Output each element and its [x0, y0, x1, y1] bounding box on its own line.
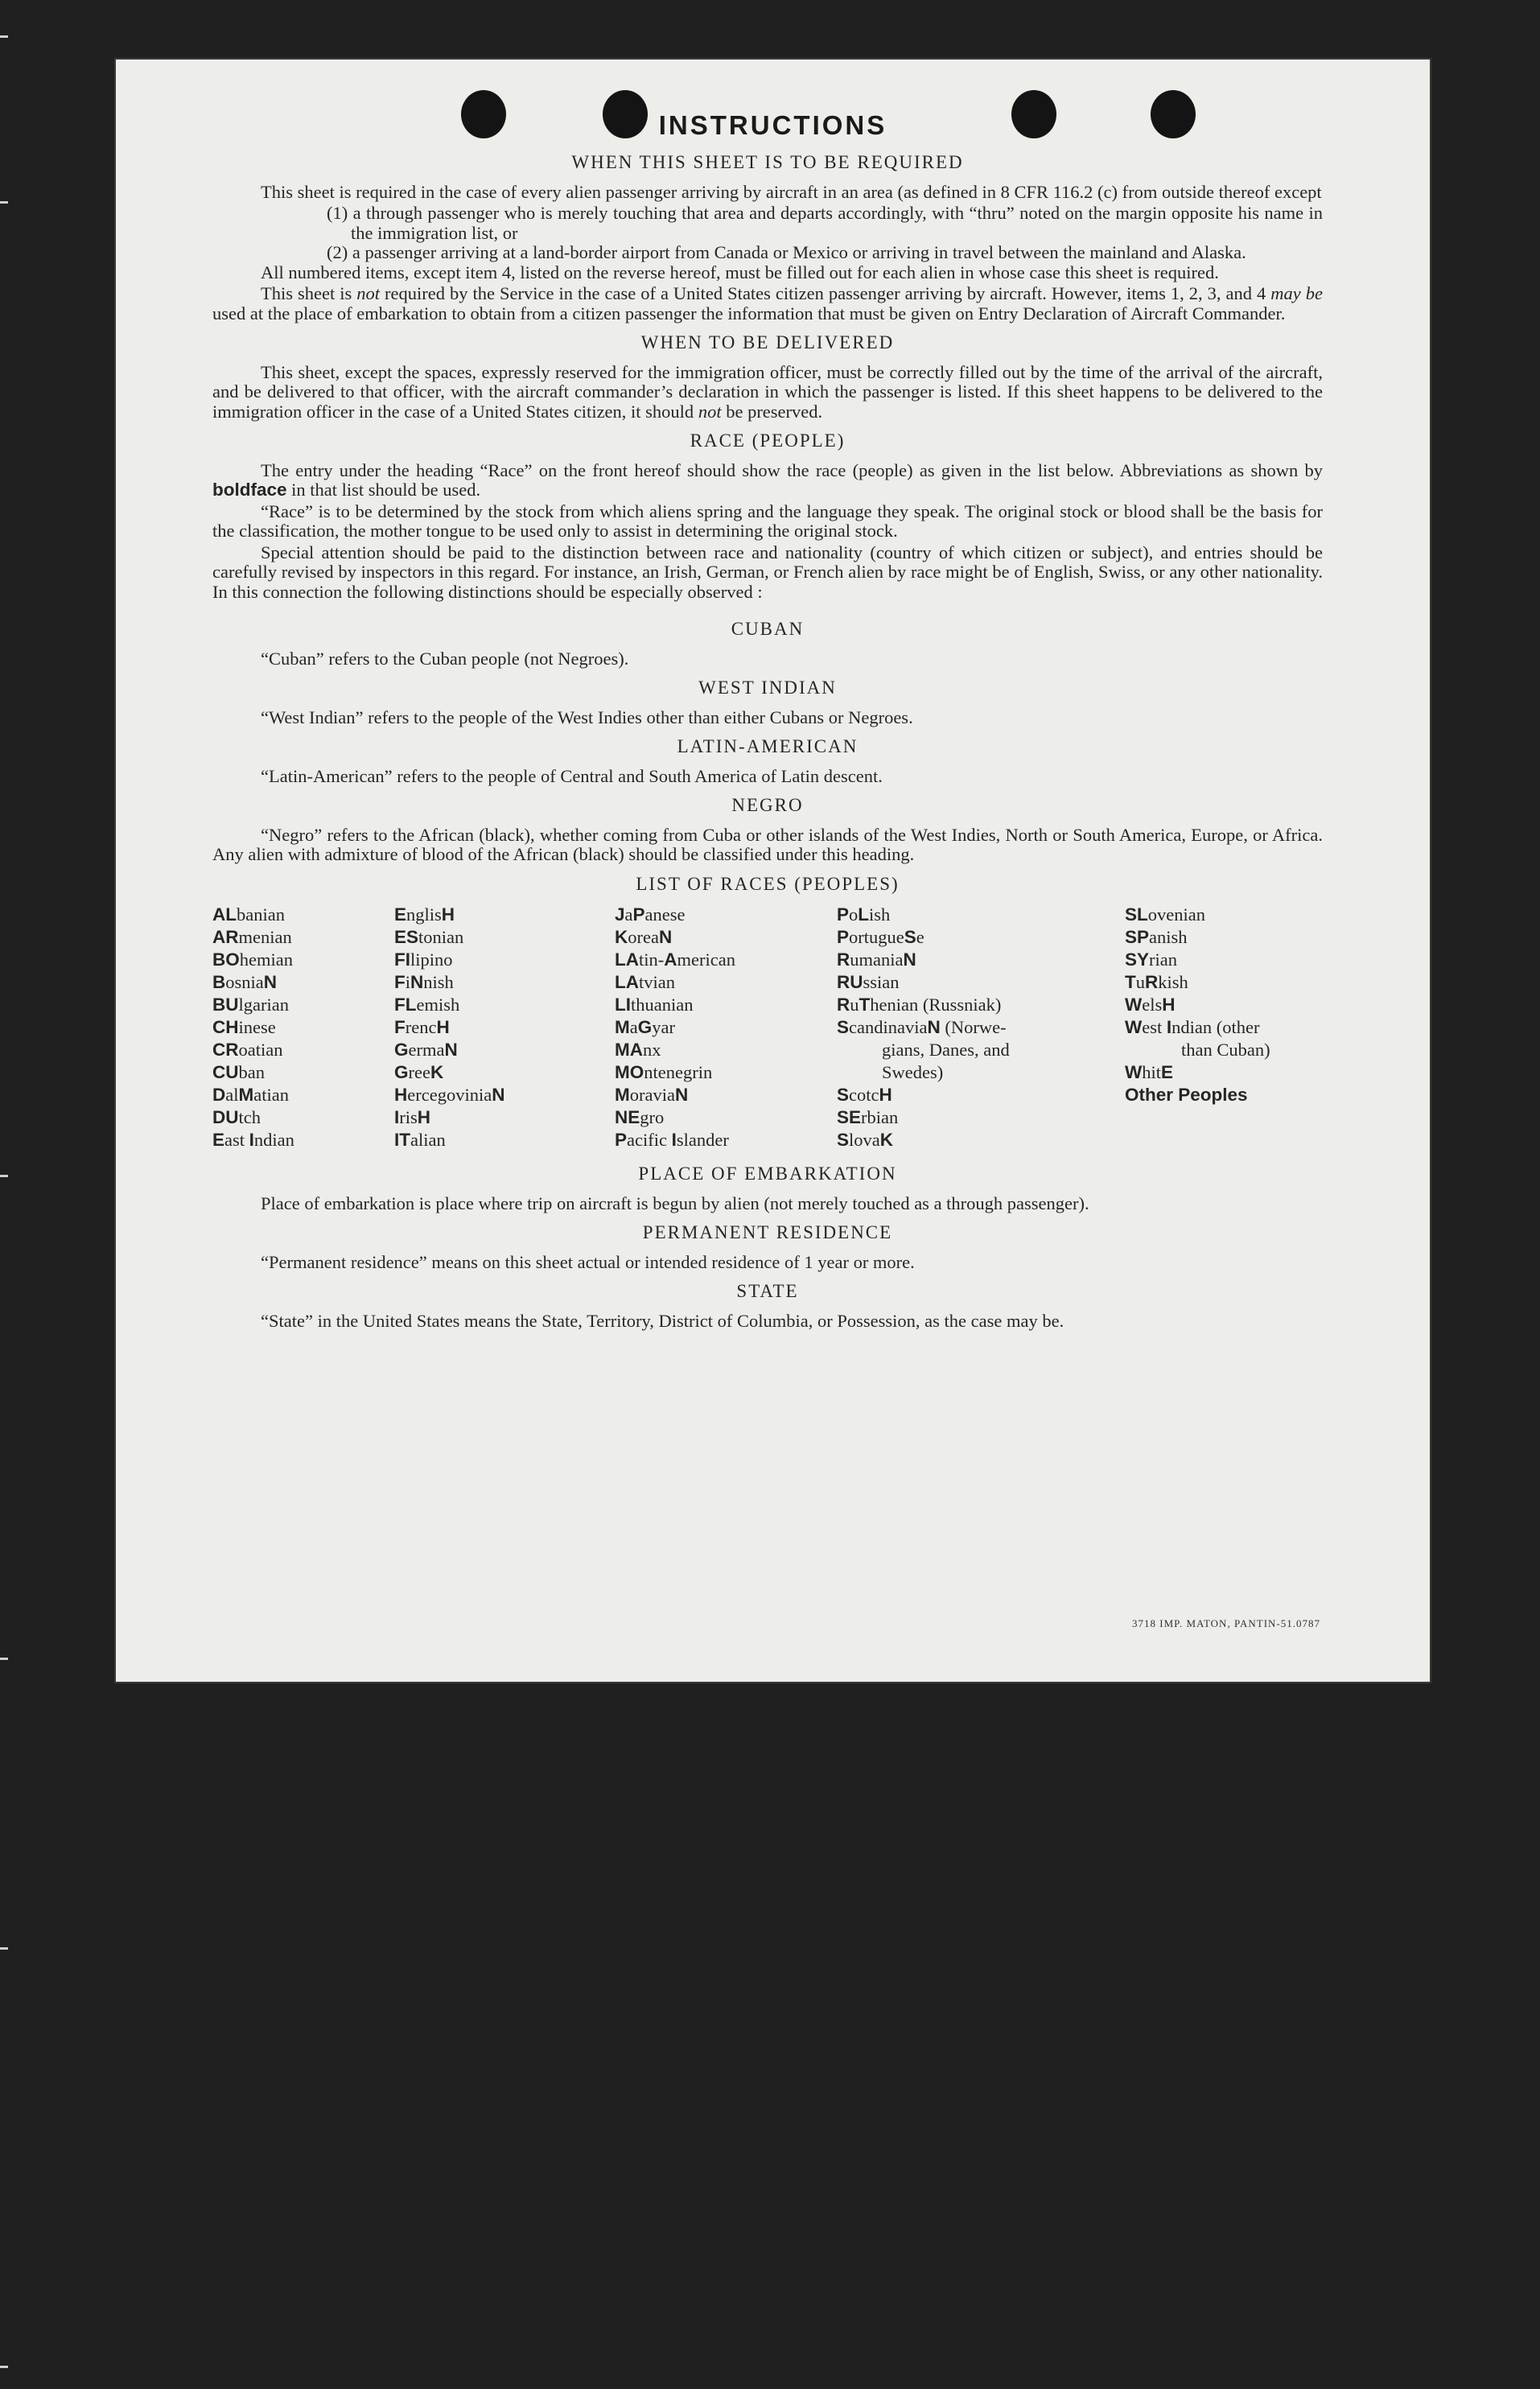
race-text: ortugue	[849, 927, 904, 947]
race-abbrev-bold: H	[441, 904, 455, 925]
race-entry	[394, 1084, 615, 1106]
definition-text: “Cuban” refers to the Cuban people (not Negroes).	[261, 648, 629, 669]
race-abbrev-bold: MO	[615, 1062, 644, 1082]
race-text: erma	[408, 1040, 445, 1060]
race-text: banian	[237, 904, 285, 925]
race-entry	[394, 949, 615, 971]
race-text: nx	[643, 1040, 661, 1060]
emphasis-text: not	[698, 401, 722, 422]
race-text: emish	[416, 995, 460, 1015]
race-text: orea	[628, 927, 659, 947]
race-text: oravia	[629, 1085, 675, 1105]
printer-imprint: 3718 IMP. MATON, PANTIN-51.0787	[1132, 1617, 1320, 1629]
film-edge-mark	[0, 1947, 8, 1950]
race-abbrev-bold: H	[436, 1017, 450, 1037]
race-entry	[837, 1061, 1125, 1084]
race-abbrev-bold: CR	[212, 1040, 239, 1060]
race-text: umania	[850, 949, 904, 970]
race-abbrev-bold: E	[1161, 1062, 1174, 1082]
race-text: anish	[1149, 927, 1188, 947]
race-entry	[615, 1061, 837, 1084]
race-abbrev-bold: T	[1125, 972, 1136, 992]
section-heading-race: RACE (PEOPLE)	[690, 430, 846, 451]
race-text: alian	[410, 1130, 446, 1150]
race-entry	[837, 1039, 1125, 1061]
race-abbrev-bold: I	[671, 1130, 677, 1150]
race-entry	[837, 949, 1125, 971]
race-text: henian (Russniak)	[870, 995, 1002, 1015]
instruction-sheet	[114, 58, 1431, 1683]
race-column	[837, 904, 1125, 1151]
race-abbrev-bold: M	[615, 1017, 630, 1037]
race-text: candinavia	[849, 1017, 928, 1037]
race-abbrev-bold: W	[1125, 995, 1143, 1015]
bold-text: boldface	[212, 480, 287, 500]
race-abbrev-bold: K	[430, 1062, 444, 1082]
text-run: in that list should be used.	[286, 480, 481, 500]
race-entry	[394, 1129, 615, 1151]
emphasis-text: may be	[1270, 283, 1323, 303]
race-text: oatian	[238, 1040, 283, 1060]
race-text: ssian	[863, 972, 900, 992]
race-abbrev-bold: RU	[837, 972, 863, 992]
race-entry	[615, 994, 837, 1016]
race-text: tvian	[639, 972, 675, 992]
section-heading-negro: NEGRO	[731, 795, 804, 815]
race-text: a	[624, 904, 633, 925]
race-entry	[615, 1106, 837, 1129]
race-abbrev-bold: H	[1162, 995, 1176, 1015]
race-text: est	[1142, 1017, 1167, 1037]
race-entry	[837, 904, 1125, 926]
race-abbrev-bold: SP	[1125, 927, 1150, 947]
race-column	[212, 904, 394, 1151]
film-edge-mark	[0, 2366, 8, 2368]
race-abbrev-bold: I	[394, 1107, 400, 1127]
race-list-table	[212, 904, 1323, 1151]
race-entry	[212, 994, 394, 1016]
race-text: menian	[238, 927, 292, 947]
race-abbrev-bold: N	[263, 972, 277, 992]
race-column	[615, 904, 837, 1151]
race-text: Swedes)	[882, 1062, 944, 1082]
paragraph	[212, 284, 1323, 323]
race-abbrev-bold: L	[858, 904, 870, 925]
race-abbrev-bold: N	[444, 1040, 458, 1060]
race-abbrev-bold: K	[879, 1130, 894, 1150]
race-entry	[394, 1106, 615, 1129]
race-text: hit	[1142, 1062, 1162, 1082]
race-text: e	[916, 927, 924, 947]
race-abbrev-bold: H	[417, 1107, 431, 1127]
race-text: ndian (other	[1171, 1017, 1260, 1037]
race-text: renc	[405, 1017, 437, 1037]
race-abbrev-bold: S	[837, 1130, 850, 1150]
section-heading-when-delivered: WHEN TO BE DELIVERED	[640, 332, 895, 352]
race-text: ast	[224, 1130, 249, 1150]
race-entry	[212, 1129, 394, 1151]
race-entry	[615, 949, 837, 971]
race-entry	[212, 1061, 394, 1084]
race-abbrev-bold: W	[1125, 1062, 1143, 1082]
text-run: be preserved.	[721, 401, 823, 422]
race-text: ndian	[253, 1130, 294, 1150]
exception-item: (2) a passenger arriving at a land-border airport from Canada or Mexico or arriving in travel between the mainland and Alaska.	[327, 242, 1246, 262]
race-text: lipino	[410, 949, 453, 970]
race-entry	[837, 994, 1125, 1016]
race-entry	[615, 971, 837, 994]
race-entry	[394, 926, 615, 949]
definition-text: “Latin-American” refers to the people of Central and South America of Latin descent.	[261, 765, 883, 786]
race-abbrev-bold: R	[837, 995, 850, 1015]
definition-text: “Permanent residence” means on this sheet actual or intended residence of 1 year or more.	[261, 1251, 915, 1272]
race-abbrev-bold: G	[394, 1062, 409, 1082]
race-abbrev-bold: IT	[394, 1130, 410, 1150]
race-abbrev-bold: CU	[212, 1062, 239, 1082]
race-entry	[615, 904, 837, 926]
race-abbrev-bold: AL	[212, 904, 237, 925]
section-heading-state: STATE	[736, 1281, 799, 1301]
race-abbrev-bold: F	[394, 972, 406, 992]
race-text: a	[629, 1017, 638, 1037]
race-text: hemian	[239, 949, 293, 970]
race-abbrev-bold: Other Peoples	[1125, 1085, 1248, 1105]
race-text: ree	[408, 1062, 430, 1082]
race-entry	[615, 1039, 837, 1061]
race-abbrev-bold: FI	[394, 949, 410, 970]
race-abbrev-bold: M	[238, 1085, 254, 1105]
race-entry	[837, 1016, 1125, 1039]
race-entry	[615, 1084, 837, 1106]
race-entry	[212, 904, 394, 926]
text-run: used at the place of embarkation to obtain from a citizen passenger the information that must be given on Entry Declaration of Aircraft Commander.	[212, 303, 1286, 323]
paragraph: “Race” is to be determined by the stock from which aliens spring and the language they speak. The original stock or blood shall be the basis for the classification, the mother tongue to be used only to assist in determining the original stock.	[212, 500, 1323, 541]
race-abbrev-bold: N	[674, 1085, 689, 1105]
race-text: yar	[652, 1017, 675, 1037]
race-abbrev-bold: P	[837, 904, 850, 925]
race-abbrev-bold: P	[615, 1130, 628, 1150]
race-text: acific	[627, 1130, 672, 1150]
race-text: atian	[253, 1085, 289, 1105]
race-text: than Cuban)	[1181, 1040, 1270, 1060]
race-text: lgarian	[238, 995, 289, 1015]
race-text: tonian	[418, 927, 464, 947]
race-abbrev-bold: N	[927, 1017, 941, 1037]
race-abbrev-bold: NE	[615, 1107, 640, 1127]
paragraph: Special attention should be paid to the distinction between race and nationality (country of which citizen or subject), and entries should be carefully revised by inspectors in this regard. For instance, an Irish, German, or French alien by race might be of English, Swiss, or any other nationality. In this connection the following distinctions should be especially observed :	[212, 542, 1323, 602]
race-abbrev-bold: LA	[615, 949, 639, 970]
race-abbrev-bold: S	[837, 1085, 850, 1105]
race-abbrev-bold: G	[637, 1017, 653, 1037]
page-title: INSTRUCTIONS	[658, 110, 887, 140]
race-abbrev-bold: P	[837, 927, 850, 947]
race-abbrev-bold: H	[879, 1085, 892, 1105]
race-entry	[394, 994, 615, 1016]
race-entry	[212, 1084, 394, 1106]
race-abbrev-bold: B	[212, 972, 226, 992]
race-column	[394, 904, 615, 1151]
race-entry	[394, 1016, 615, 1039]
paragraph	[212, 461, 1323, 500]
section-heading-cuban: CUBAN	[731, 619, 805, 639]
race-text: ish	[869, 904, 891, 925]
race-entry	[1125, 1039, 1323, 1061]
race-abbrev-bold: LI	[615, 995, 631, 1015]
race-entry	[837, 1129, 1125, 1151]
exception-item: (1) a through passenger who is merely touching that area and departs accordingly, with “thru” noted on the margin opposite his name in the immigration list, or	[327, 203, 1323, 243]
race-abbrev-bold: FL	[394, 995, 417, 1015]
race-text: cotc	[849, 1085, 879, 1105]
race-entry	[394, 904, 615, 926]
race-entry	[837, 971, 1125, 994]
race-abbrev-bold: T	[859, 995, 871, 1015]
race-abbrev-bold: DU	[212, 1107, 239, 1127]
definition-text: “West Indian” refers to the people of the West Indies other than either Cubans or Negroes.	[261, 706, 913, 727]
race-abbrev-bold: J	[615, 904, 625, 925]
race-abbrev-bold: H	[394, 1085, 408, 1105]
race-abbrev-bold: SY	[1125, 949, 1150, 970]
race-abbrev-bold: S	[904, 927, 916, 947]
race-abbrev-bold: N	[658, 927, 673, 947]
race-entry	[837, 926, 1125, 949]
race-entry	[1125, 971, 1323, 994]
race-entry	[1125, 1061, 1323, 1084]
race-abbrev-bold: I	[1166, 1017, 1172, 1037]
race-abbrev-bold: MA	[615, 1040, 643, 1060]
race-text: lova	[849, 1130, 880, 1150]
race-text: rbian	[861, 1107, 899, 1127]
race-entry	[1125, 1016, 1323, 1039]
race-text: i	[405, 972, 411, 992]
race-abbrev-bold: AR	[212, 927, 239, 947]
race-abbrev-bold: W	[1125, 1017, 1143, 1037]
race-entry	[1125, 1084, 1323, 1106]
paragraph: All numbered items, except item 4, listed on the reverse hereof, must be filled out for each alien in whose case this sheet is required.	[261, 262, 1219, 282]
race-abbrev-bold: N	[492, 1085, 505, 1105]
race-abbrev-bold: A	[664, 949, 677, 970]
race-entry	[212, 1106, 394, 1129]
race-text: u	[850, 995, 859, 1015]
section-heading-list-of-races: LIST OF RACES (PEOPLES)	[636, 873, 900, 894]
race-text: ris	[399, 1107, 418, 1127]
race-abbrev-bold: SL	[1125, 904, 1148, 925]
race-abbrev-bold: P	[632, 904, 645, 925]
film-edge-mark	[0, 35, 8, 38]
definition-text: “State” in the United States means the State, Territory, District of Columbia, or Possession, as the case may be.	[261, 1310, 1064, 1331]
race-abbrev-bold: E	[212, 1130, 225, 1150]
race-abbrev-bold: CH	[212, 1017, 239, 1037]
race-entry	[837, 1084, 1125, 1106]
race-abbrev-bold: R	[1145, 972, 1159, 992]
race-abbrev-bold: BO	[212, 949, 240, 970]
race-text: ercegovinia	[407, 1085, 492, 1105]
race-entry	[394, 971, 615, 994]
race-text: o	[849, 904, 859, 925]
race-entry	[615, 926, 837, 949]
section-heading-place-of-embarkation: PLACE OF EMBARKATION	[638, 1164, 897, 1184]
race-entry	[212, 1039, 394, 1061]
race-abbrev-bold: R	[837, 949, 850, 970]
race-text: u	[1135, 972, 1145, 992]
race-abbrev-bold: BU	[212, 995, 239, 1015]
race-text: gians, Danes, and	[882, 1040, 1010, 1060]
race-text: nish	[423, 972, 454, 992]
text-run: This sheet is	[261, 283, 357, 303]
race-text: kish	[1158, 972, 1188, 992]
section-heading-when-required: WHEN THIS SHEET IS TO BE REQUIRED	[571, 152, 964, 172]
race-text: ntenegrin	[644, 1062, 713, 1082]
instructions-body	[212, 153, 1323, 1332]
text-run: required by the Service in the case of a United States citizen passenger arriving by aircraft. However, items 1, 2, 3, and 4	[380, 283, 1271, 303]
race-entry	[837, 1106, 1125, 1129]
race-entry	[394, 1039, 615, 1061]
race-text: gro	[640, 1107, 665, 1127]
race-abbrev-bold: K	[615, 927, 628, 947]
race-text: slander	[676, 1130, 729, 1150]
section-heading-latin-american: LATIN-AMERICAN	[677, 736, 859, 756]
race-entry	[1125, 926, 1323, 949]
race-entry	[212, 1016, 394, 1039]
race-text: osnia	[225, 972, 264, 992]
text-run: This sheet, except the spaces, expressly reserved for the immigration officer, must be correctly filled out by the time of the arrival of the aircraft, and be delivered to that officer, with the aircraft commander’s declaration in which the passenger is listed. If this sheet happens to be delivered to the immigration officer in the case of a United States citizen, it should	[212, 361, 1323, 422]
race-text: ban	[238, 1062, 265, 1082]
film-edge-mark	[0, 1175, 8, 1177]
emphasis-text: not	[356, 283, 381, 303]
race-abbrev-bold: G	[394, 1040, 409, 1060]
race-abbrev-bold: S	[837, 1017, 850, 1037]
race-text: tch	[238, 1107, 261, 1127]
race-text: inese	[238, 1017, 276, 1037]
race-abbrev-bold: D	[212, 1085, 226, 1105]
race-text: (Norwe-	[940, 1017, 1007, 1037]
race-abbrev-bold: M	[615, 1085, 630, 1105]
race-entry	[1125, 949, 1323, 971]
race-text: rian	[1149, 949, 1177, 970]
race-abbrev-bold: LA	[615, 972, 639, 992]
race-entry	[212, 926, 394, 949]
definition-text: “Negro” refers to the African (black), whether coming from Cuba or other islands of the West Indies, North or South America, Europe, or Africa. Any alien with admixture of blood of the African (black) should be classified under this heading.	[212, 824, 1323, 864]
paragraph: This sheet is required in the case of every alien passenger arriving by aircraft in an area (as defined in 8 CFR 116.2 (c) from outside thereof except	[261, 181, 1322, 202]
race-abbrev-bold: E	[394, 904, 407, 925]
film-edge-mark	[0, 1658, 8, 1660]
race-text: nglis	[406, 904, 442, 925]
race-abbrev-bold: SE	[837, 1107, 862, 1127]
film-edge-mark	[0, 201, 8, 204]
definition-text: Place of embarkation is place where trip on aircraft is begun by alien (not merely touched as a through passenger).	[261, 1192, 1089, 1213]
race-text: merican	[677, 949, 735, 970]
race-text: anese	[644, 904, 686, 925]
race-text: tin-	[639, 949, 665, 970]
race-abbrev-bold: N	[410, 972, 424, 992]
race-abbrev-bold: F	[394, 1017, 406, 1037]
race-entry	[394, 1061, 615, 1084]
race-entry	[212, 971, 394, 994]
section-heading-permanent-residence: PERMANENT RESIDENCE	[642, 1222, 893, 1242]
race-text: thuanian	[631, 995, 694, 1015]
race-entry	[615, 1129, 837, 1151]
section-heading-west-indian: WEST INDIAN	[698, 678, 837, 698]
race-entry	[212, 949, 394, 971]
race-abbrev-bold: ES	[394, 927, 419, 947]
race-entry	[1125, 904, 1323, 926]
race-column	[1125, 904, 1323, 1151]
race-text: ovenian	[1147, 904, 1205, 925]
text-run: The entry under the heading “Race” on the front hereof should show the race (people) as given in the list below. Abbreviations as shown by	[261, 459, 1323, 480]
race-abbrev-bold: I	[249, 1130, 254, 1150]
race-text: al	[225, 1085, 239, 1105]
race-text: els	[1142, 995, 1163, 1015]
race-entry	[1125, 994, 1323, 1016]
race-abbrev-bold: N	[903, 949, 916, 970]
race-entry	[615, 1016, 837, 1039]
paragraph	[212, 363, 1323, 422]
